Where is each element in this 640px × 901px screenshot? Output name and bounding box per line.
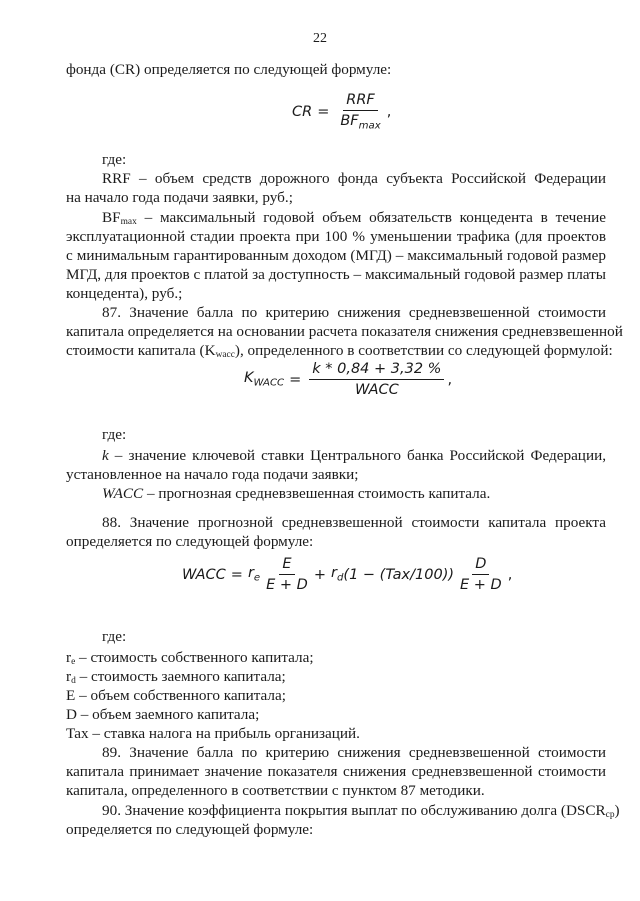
formula-wacc-plus: + xyxy=(313,566,327,583)
formula-wacc-fraction-2 xyxy=(457,556,505,593)
formula-kwacc xyxy=(244,361,452,398)
formula-cr-lhs: CR xyxy=(292,103,313,120)
p89-line-2: капитала принимает значение показателя снижения средневзвешенной стоимости xyxy=(66,763,606,780)
formula-cr-numerator: RRF xyxy=(343,92,378,111)
p89-line-3: капитала, определенного в соответствии с пунктом 87 методики. xyxy=(66,782,485,799)
formula-kwacc-denominator: WACC xyxy=(354,382,399,398)
p90-line-2: определяется по следующей формуле: xyxy=(66,821,314,838)
p88-line-1: 88. Значение прогнозной средневзвешенной стоимости капитала проекта xyxy=(102,514,606,531)
where-label-3: где: xyxy=(102,628,127,645)
bf-def-line-2: эксплуатационной стадии проекта при 100 % уменьшении трафика (для проектов xyxy=(66,228,606,245)
p90-line-1: 90. Значение коэффициента покрытия выплат по обслуживанию долга $(DSCR_{ср})$ xyxy=(102,802,620,820)
formula-cr xyxy=(292,92,391,132)
formula-wacc-frac2-denominator: E + D xyxy=(460,577,502,593)
formula-wacc-frac1-numerator: E xyxy=(279,556,294,575)
p89-line-1: 89. Значение балла по критерию снижения средневзвешенной стоимости xyxy=(102,744,606,761)
p88-line-2: определяется по следующей формуле: xyxy=(66,533,314,550)
bf-def-line-4: МГД, для проектов с платой за доступность – максимальный годовой размер платы xyxy=(66,266,606,283)
formula-wacc-eq: = xyxy=(230,566,243,583)
formula-kwacc-fraction xyxy=(309,361,444,398)
p87-line-1: 87. Значение балла по критерию снижения средневзвешенной стоимости xyxy=(102,304,606,321)
def-tax: Tax – ставка налога на прибыль организаций. xyxy=(66,725,360,742)
formula-wacc-lhs: WACC xyxy=(182,566,226,583)
bf-def-line-1: $BF_{max}$ – максимальный годовой объем обязательств концедента в течение xyxy=(102,209,606,227)
bf-def-line-3: с минимальным гарантированным доходом (МГД) – максимальный годовой размер xyxy=(66,247,606,264)
rrf-def-line-1: RRF – объем средств дорожного фонда субъекта Российской Федерации xyxy=(102,170,606,187)
where-label-1: где: xyxy=(102,151,127,168)
rrf-def-line-2: на начало года подачи заявки, руб.; xyxy=(66,189,293,206)
formula-wacc-re: $r_e$ xyxy=(247,565,261,584)
formula-kwacc-eq: = xyxy=(289,371,302,388)
formula-kwacc-lhs: $K_{WACC}$ xyxy=(244,370,285,389)
formula-wacc-comma: , xyxy=(507,566,513,583)
def-e: E – объем собственного капитала; xyxy=(66,687,286,704)
page-number: 22 xyxy=(313,31,327,46)
k-def-line-1: k – значение ключевой ставки Центрального банка Российской Федерации, xyxy=(102,447,606,464)
p87-line-3: стоимости капитала $(K_{wacc})$, определенного в соответствии со следующей формулой: xyxy=(66,342,613,360)
formula-wacc-rd: $r_d$ xyxy=(331,565,344,584)
formula-cr-denominator: $BF_{max}$ xyxy=(340,113,381,132)
formula-cr-fraction xyxy=(337,92,383,132)
formula-cr-comma: , xyxy=(386,103,392,120)
formula-kwacc-comma: , xyxy=(447,371,453,388)
def-d: D – объем заемного капитала; xyxy=(66,706,260,723)
formula-wacc-frac1-denominator: E + D xyxy=(266,577,308,593)
wacc-def: WACC – прогнозная средневзвешенная стоимость капитала. xyxy=(102,485,491,502)
formula-wacc xyxy=(182,556,512,593)
bf-def-line-5: концедента), руб.; xyxy=(66,285,183,302)
k-def-line-2: установленное на начало года подачи заявки; xyxy=(66,466,359,483)
formula-wacc-fraction-1 xyxy=(263,556,311,593)
formula-cr-eq: = xyxy=(317,103,330,120)
def-rd: $r_d$ – стоимость заемного капитала; xyxy=(66,668,286,686)
formula-wacc-frac2-numerator: D xyxy=(472,556,489,575)
formula-kwacc-numerator: k * 0,84 + 3,32 % xyxy=(309,361,444,380)
where-label-2: где: xyxy=(102,426,127,443)
formula-wacc-tax-term: (1 − (Tax/100)) xyxy=(343,566,455,583)
def-re: $r_e$ – стоимость собственного капитала; xyxy=(66,649,314,667)
p87-line-2: капитала определяется на основании расчета показателя снижения средневзвешенной xyxy=(66,323,623,340)
intro-line: фонда (CR) определяется по следующей формуле: xyxy=(66,61,392,78)
